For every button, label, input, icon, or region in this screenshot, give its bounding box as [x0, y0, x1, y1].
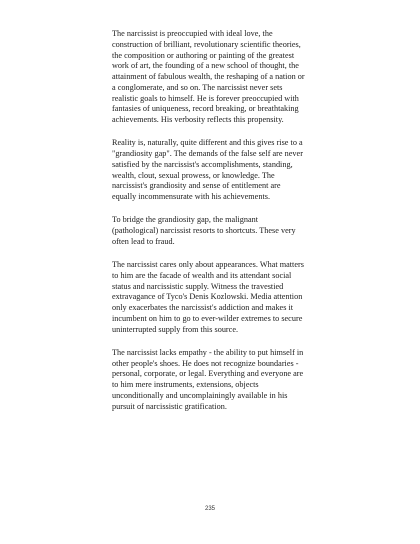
- text-line: the composition or authoring or painting of the greatest: [112, 50, 295, 60]
- text-line: work of art, the founding of a new school of thought, the: [112, 61, 299, 71]
- text-line: The narcissist cares only about appearances. What matters: [112, 260, 304, 269]
- text-line: narcissist's grandiosity and sense of entitlement are: [112, 181, 281, 191]
- text-line: The narcissist lacks empathy - the ability to put himself in: [112, 347, 304, 357]
- text-line: to him mere instruments, extensions, objects: [112, 380, 259, 389]
- text-line: extravagance of Tyco's Denis Kozlowski. Media attention: [112, 292, 303, 302]
- text-line: To bridge the grandiosity gap, the malignant: [112, 215, 259, 225]
- text-line: incumbent on him to go to ever-wilder extremes to secure: [112, 313, 303, 323]
- text-line: to him are the facade of wealth and its attendant social: [112, 270, 292, 280]
- text-line: Reality is, naturally, quite different and this gives rise to a: [112, 138, 303, 148]
- paragraph-grandiosity-gap: [112, 138, 312, 203]
- paragraph-ideal-love: [112, 29, 312, 126]
- text-line: attainment of fabulous wealth, the reshaping of a nation or: [112, 72, 305, 81]
- body-text: [112, 29, 312, 425]
- text-line: wealth, clout, sexual prowess, or knowledge. The: [112, 170, 275, 180]
- text-line: personal, corporate, or legal. Everything and everyone are: [112, 369, 304, 379]
- text-line: satisfied by the narcissist's accomplishments, standing,: [112, 159, 293, 169]
- text-line: other people's shoes. He does not recognize boundaries -: [112, 358, 299, 368]
- text-line: unconditionally and uncomplainingly available in his: [112, 390, 288, 400]
- text-line: achievements. His verbosity reflects this propensity.: [112, 115, 284, 124]
- text-line: "grandiosity gap". The demands of the false self are never: [112, 149, 303, 158]
- paragraph-shortcuts: [112, 215, 312, 247]
- text-line: status and narcissistic supply. Witness the travestied: [112, 281, 284, 291]
- text-line: fantasies of uniqueness, record breaking, or breathtaking: [112, 104, 299, 114]
- page-number: 235: [204, 506, 215, 512]
- text-line: equally incommensurate with his achievements.: [112, 192, 271, 201]
- text-line: (pathological) narcissist resorts to shortcuts. These very: [112, 226, 296, 235]
- text-line: The narcissist is preoccupied with ideal love, the: [112, 29, 273, 38]
- paragraph-empathy: [112, 348, 312, 413]
- text-line: only exacerbates the narcissist's addiction and makes it: [112, 303, 294, 312]
- text-line: pursuit of narcissistic gratification.: [112, 401, 227, 411]
- text-line: realistic goals to himself. He is forever preoccupied with: [112, 93, 299, 103]
- text-line: a conglomerate, and so on. The narcissist never sets: [112, 82, 283, 92]
- paragraph-appearances: [112, 260, 312, 335]
- text-line: construction of brilliant, revolutionary scientific theories,: [112, 39, 301, 49]
- text-line: often lead to fraud.: [112, 236, 175, 246]
- text-line: uninterrupted supply from this source.: [112, 324, 239, 334]
